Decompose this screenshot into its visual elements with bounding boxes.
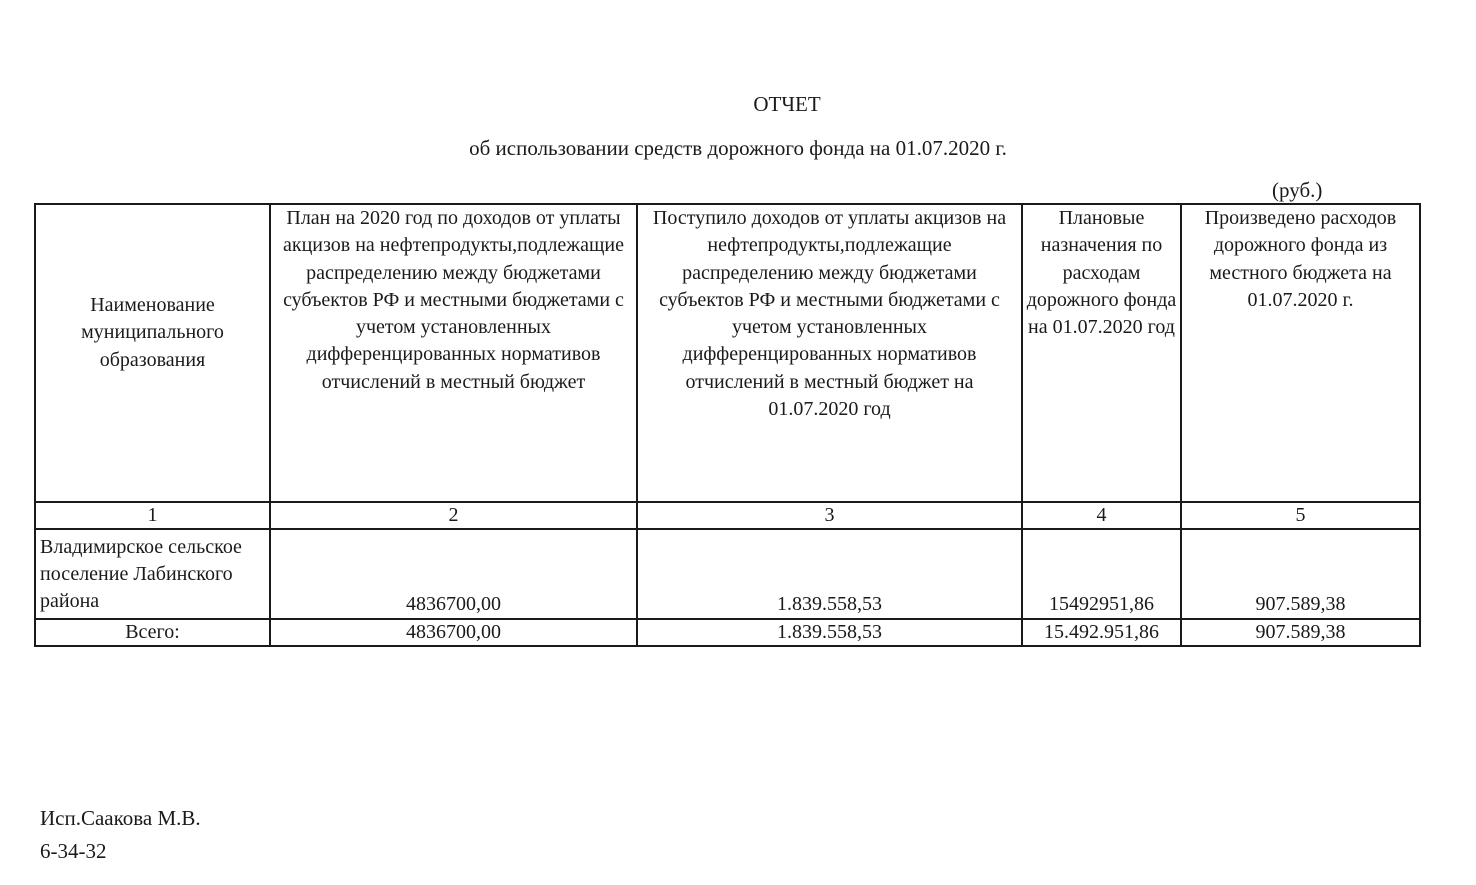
report-table (34, 203, 1421, 647)
header-planned-expenses: Плановые назначения по расходам дорожного фонда на 01.07.2020 год (1022, 204, 1181, 502)
total-row (35, 619, 1420, 646)
municipality-name: Владимирское сельское поселение Лабинского района (35, 529, 270, 619)
total-spent: 907.589,38 (1181, 619, 1420, 646)
column-number-row (35, 502, 1420, 529)
currency-unit: (руб.) (1272, 178, 1323, 202)
header-plan-income: План на 2020 год по доходов от уплаты акцизов на нефтепродукты,подлежащие распределению между бюджетами субъектов РФ и местными бюджетами с учетом установленных дифференцированных нормативов отчислений в местный бюджет (270, 204, 637, 502)
received-value: 1.839.558,53 (637, 529, 1022, 619)
executor-phone: 6-34-32 (40, 839, 107, 863)
header-received-income: Поступило доходов от уплаты акцизов на нефтепродукты,подлежащие распределению между бюджетами субъектов РФ и местными бюджетами с учетом установленных дифференцированных нормативов отчислений в местный бюджет на 01.07.2020 год (637, 204, 1022, 502)
column-number: 4 (1022, 502, 1181, 529)
column-number: 3 (637, 502, 1022, 529)
plan-value: 4836700,00 (270, 529, 637, 619)
spent-value: 907.589,38 (1181, 529, 1420, 619)
total-planned: 15.492.951,86 (1022, 619, 1181, 646)
column-number: 2 (270, 502, 637, 529)
total-received: 1.839.558,53 (637, 619, 1022, 646)
table-header-row (35, 204, 1420, 502)
document-subtitle: об использовании средств дорожного фонда на 01.07.2020 г. (469, 136, 1007, 160)
header-municipality: Наименование муниципального образования (35, 204, 270, 502)
executor-name: Исп.Саакова М.В. (40, 806, 201, 830)
document-title: ОТЧЕТ (753, 92, 821, 116)
total-label: Всего: (35, 619, 270, 646)
planned-expenses-value: 15492951,86 (1022, 529, 1181, 619)
header-spent-expenses: Произведено расходов дорожного фонда из местного бюджета на 01.07.2020 г. (1181, 204, 1420, 502)
column-number: 5 (1181, 502, 1420, 529)
table-row (35, 529, 1420, 619)
total-plan: 4836700,00 (270, 619, 637, 646)
column-number: 1 (35, 502, 270, 529)
